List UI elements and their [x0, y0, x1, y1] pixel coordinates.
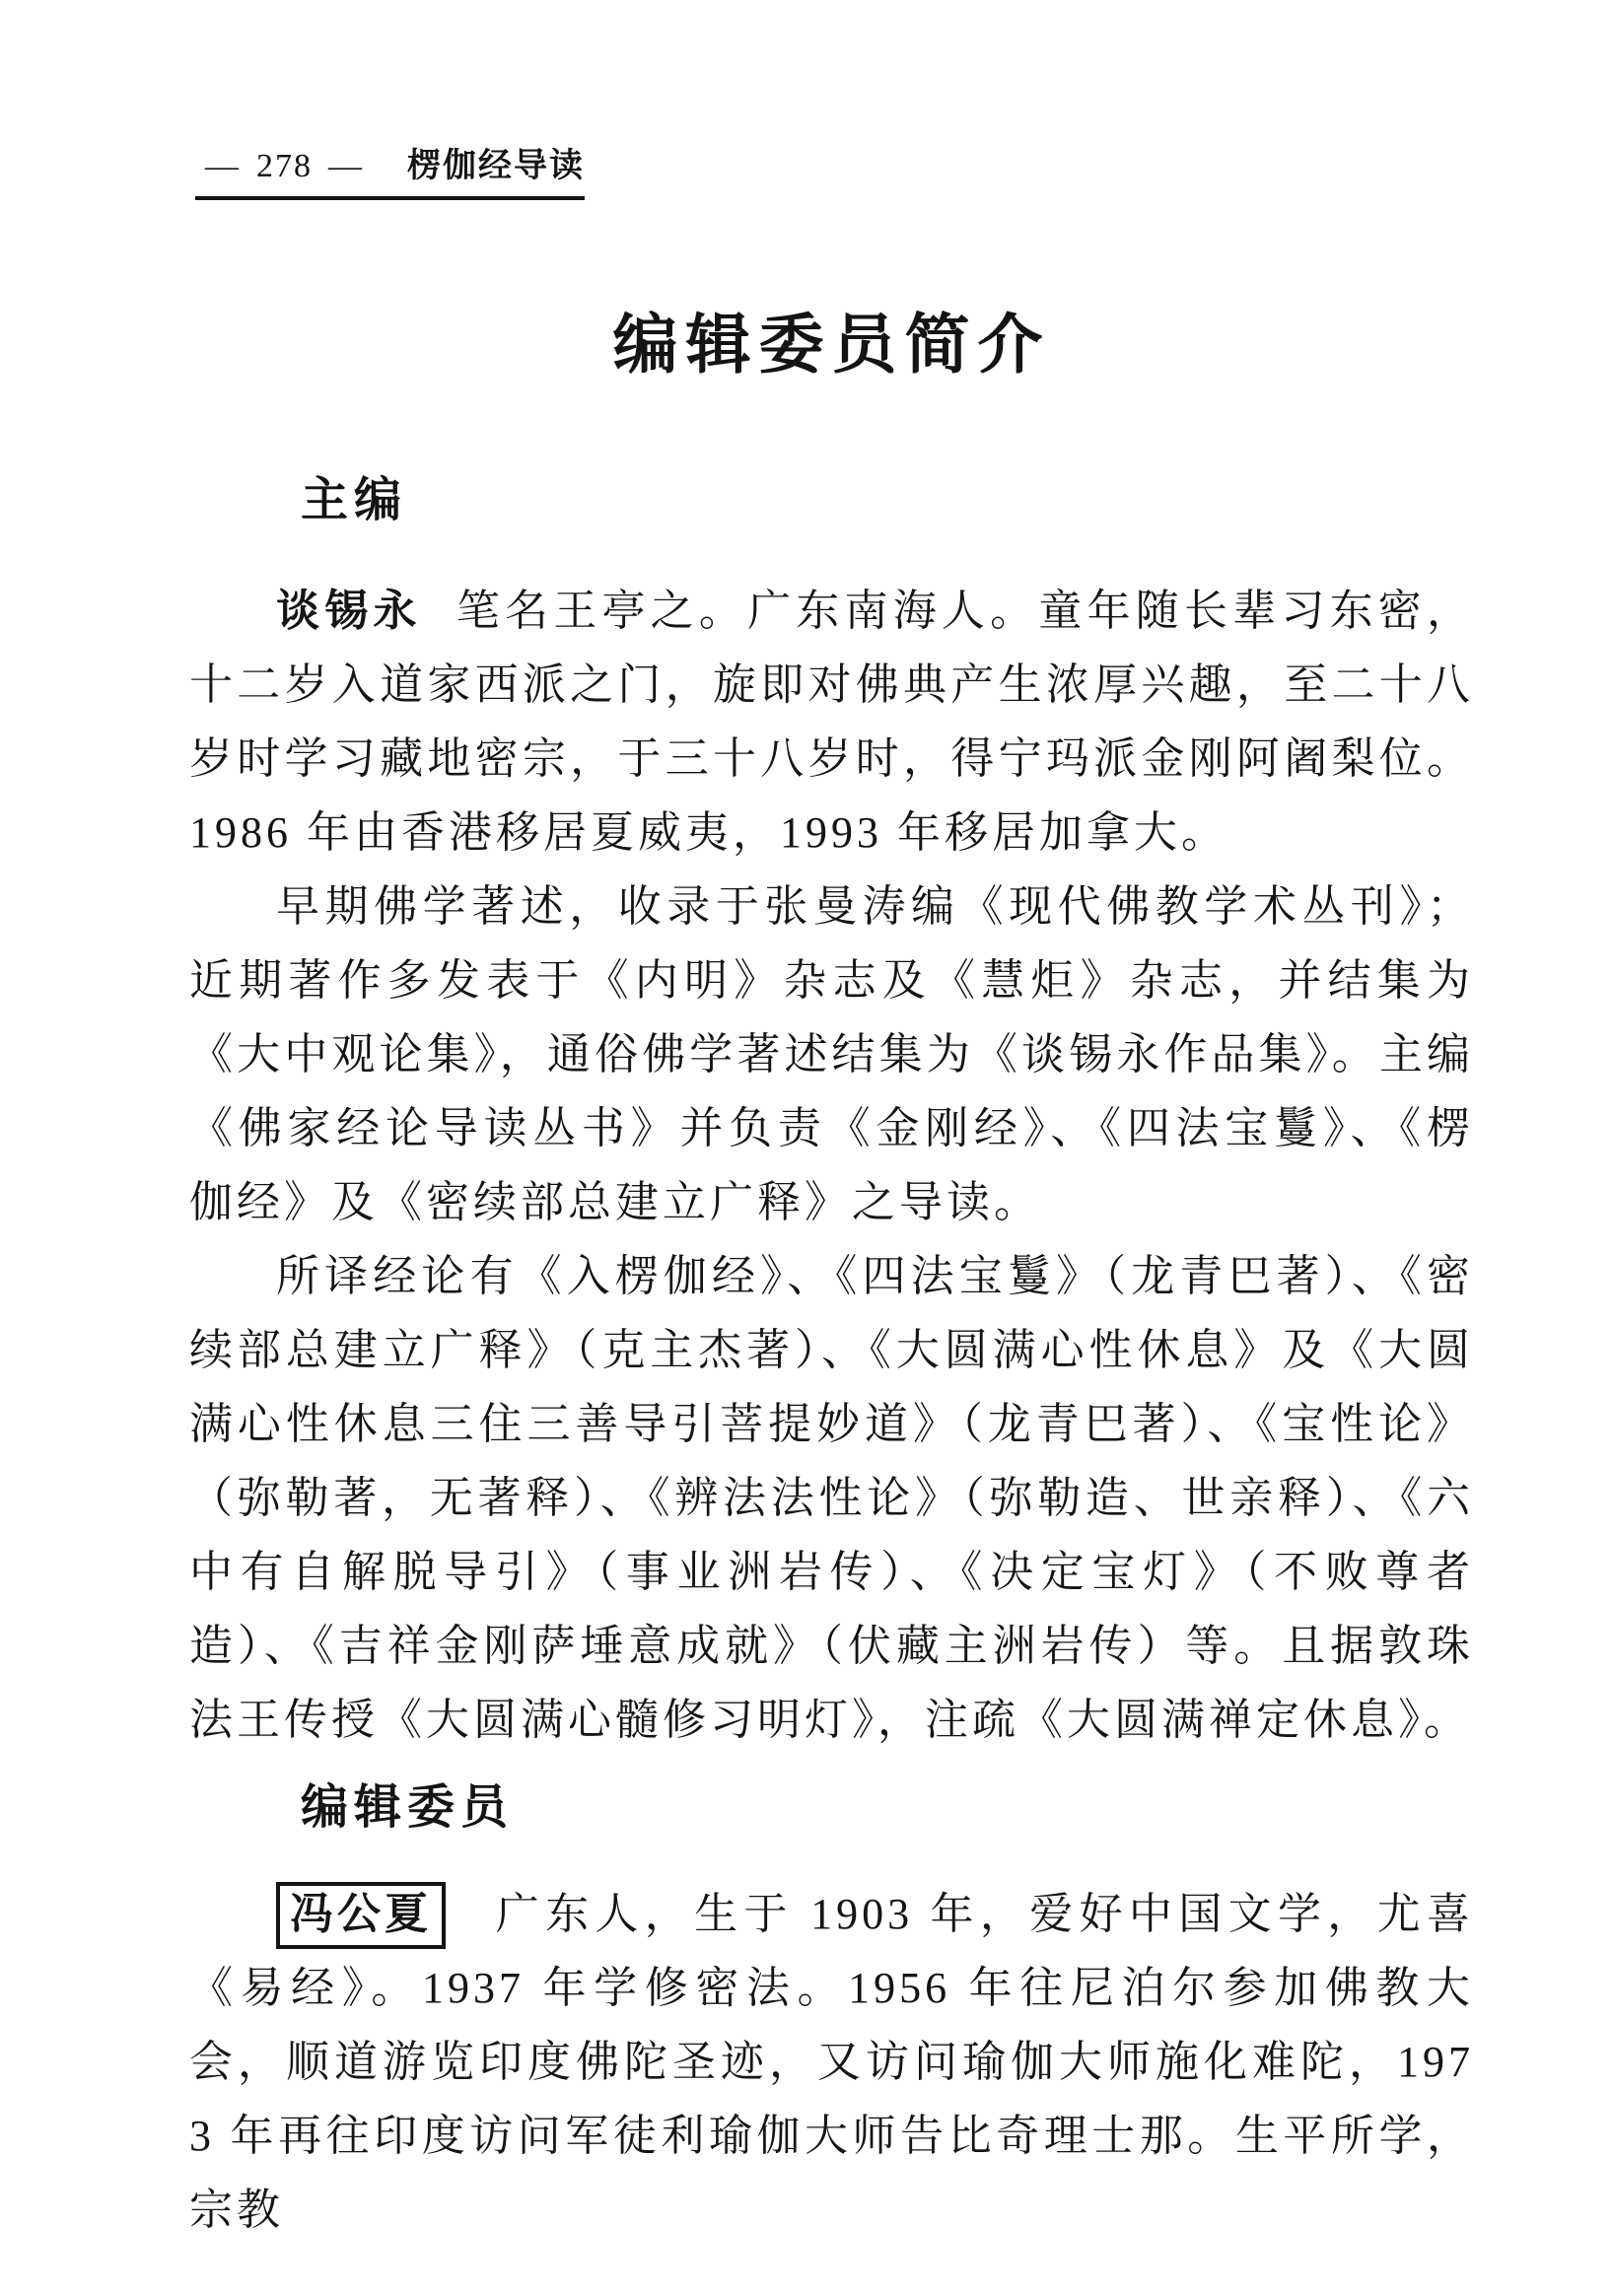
- header-dash-left: —: [205, 148, 241, 184]
- paragraph-text: 笔名王亭之。广东南海人。童年随长辈习东密，十二岁入道家西派之门，旋即对佛典产生浓厚兴趣，至二十八岁时学习藏地密宗，于三十八岁时，得宁玛派金刚阿阇梨位。1986 年由香港移居夏威夷，1993 年移居加拿大。: [189, 587, 1475, 857]
- paragraph-feng-gongxia-bio: [189, 1877, 1474, 2247]
- editor-name-tan-xiyong: 谈锡永: [276, 587, 422, 635]
- page-number: 278: [256, 148, 313, 184]
- paragraph-text: 所译经论有《入楞伽经》、《四法宝鬘》（龙青巴著）、《密续部总建立广释》（克主杰著）、《大圆满心性休息》及《大圆满心性休息三住三善导引菩提妙道》（龙青巴著）、《宝性论》（弥勒著，无著释）、《辨法法性论》（弥勒造、世亲释）、《六中有自解脱导引》（事业洲岩传）、《决定宝灯》（不败尊者造）、《吉祥金刚萨埵意成就》（伏藏主洲岩传）等。且据敦珠法王传授《大圆满心髓修习明灯》，注疏《大圆满禅定休息》。: [189, 1252, 1474, 1744]
- header-dash-right: —: [328, 148, 364, 184]
- paragraph-early-works: [189, 870, 1474, 1239]
- section-heading-editorial-committee: 编辑委员: [301, 1779, 515, 1835]
- book-title: 楞伽经导读: [407, 148, 585, 184]
- page-title: 编辑委员简介: [612, 307, 1051, 383]
- paragraph-tan-xiyong-bio: [189, 574, 1474, 870]
- paragraph-translated-works: [189, 1239, 1474, 1757]
- section-heading-chief-editor: 主编: [301, 472, 408, 527]
- paragraph-text: 早期佛学著述，收录于张曼涛编《现代佛教学术丛刊》；近期著作多发表于《内明》杂志及《慧炬》杂志，并结集为《大中观论集》，通俗佛学著述结集为《谈锡永作品集》。主编《佛家经论导读丛书》并负责《金刚经》、《四法宝鬘》、《楞伽经》及《密续部总建立广释》之导读。: [189, 882, 1474, 1226]
- paragraph-text: 广东人，生于 1903 年，爱好中国文学，尤喜《易经》。1937 年学修密法。1956 年往尼泊尔参加佛教大会，顺道游览印度佛陀圣迹，又访问瑜伽大师施化难陀，1973 年再往印度访问军徒利瑜伽大师告比奇理士那。生平所学，宗教: [189, 1890, 1474, 2234]
- editor-name-feng-gongxia-boxed: 冯公夏: [276, 1882, 446, 1949]
- running-header: [195, 138, 585, 200]
